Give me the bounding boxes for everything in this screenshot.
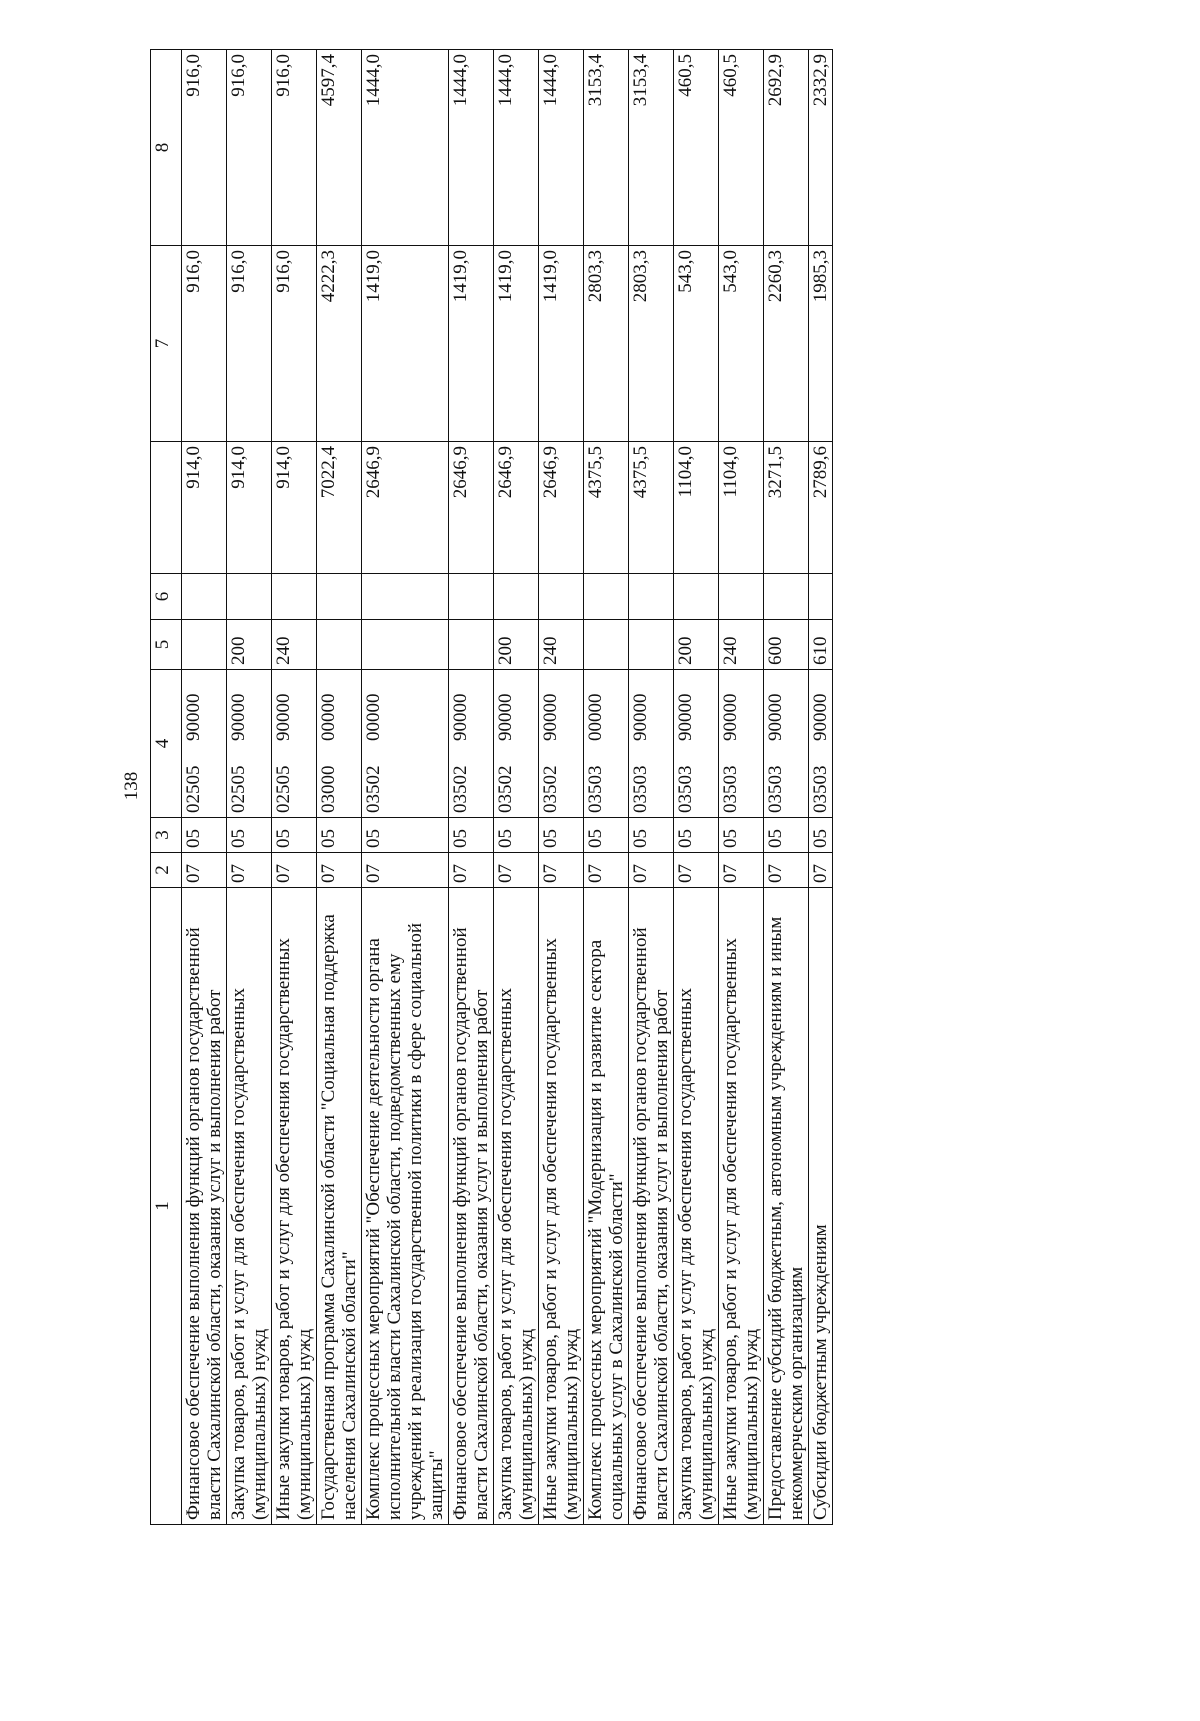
row-amount-current: 4375,5 bbox=[629, 442, 674, 574]
row-amount-col-8: 916,0 bbox=[182, 50, 227, 246]
header-col-4: 4 bbox=[151, 670, 182, 818]
row-target-article bbox=[764, 670, 809, 818]
row-amount-col-7: 543,0 bbox=[719, 246, 764, 442]
target-article-part-2: 90000 bbox=[810, 693, 831, 741]
row-col-6 bbox=[449, 574, 494, 620]
row-target-article bbox=[362, 670, 449, 818]
rotated-table-wrapper bbox=[150, 50, 1090, 1525]
row-col-6 bbox=[764, 574, 809, 620]
row-amount-col-8: 3153,4 bbox=[629, 50, 674, 246]
row-amount-current: 7022,4 bbox=[317, 442, 362, 574]
table-row bbox=[272, 50, 317, 1525]
row-target-article bbox=[317, 670, 362, 818]
row-name: Закупка товаров, работ и услуг для обеспечения государственных (муниципальных) нужд bbox=[227, 888, 272, 1525]
row-amount-col-7: 1419,0 bbox=[494, 246, 539, 442]
row-name: Комплекс процессных мероприятий "Модернизация и развитие сектора социальных услуг в Сахалинской области" bbox=[584, 888, 629, 1525]
header-col-1: 1 bbox=[151, 888, 182, 1525]
row-amount-col-7: 916,0 bbox=[182, 246, 227, 442]
row-expense-type: 200 bbox=[674, 620, 719, 670]
row-name: Государственная программа Сахалинской области "Социальная поддержка населения Сахалинской области" bbox=[317, 888, 362, 1525]
target-article-part-2: 00000 bbox=[363, 693, 384, 741]
row-name: Субсидии бюджетным учреждениям bbox=[809, 888, 833, 1525]
target-article-part-1: 03000 bbox=[318, 765, 339, 813]
target-article-part-2: 90000 bbox=[228, 693, 249, 741]
target-article-part-2: 90000 bbox=[675, 693, 696, 741]
row-name: Финансовое обеспечение выполнения функций органов государственной власти Сахалинской области, оказания услуг и выполнения работ bbox=[182, 888, 227, 1525]
target-article-part-2: 90000 bbox=[720, 693, 741, 741]
row-expense-type: 240 bbox=[719, 620, 764, 670]
target-article-part-1: 03503 bbox=[765, 765, 786, 813]
row-subsection: 05 bbox=[539, 818, 584, 853]
row-subsection: 05 bbox=[764, 818, 809, 853]
header-col-3: 3 bbox=[151, 818, 182, 853]
row-col-6 bbox=[674, 574, 719, 620]
row-target-article bbox=[674, 670, 719, 818]
row-amount-col-7: 1985,3 bbox=[809, 246, 833, 442]
header-col-6b bbox=[151, 442, 182, 574]
target-article-part-2: 90000 bbox=[273, 693, 294, 741]
row-amount-col-7: 2803,3 bbox=[584, 246, 629, 442]
row-subsection: 05 bbox=[182, 818, 227, 853]
row-subsection: 05 bbox=[227, 818, 272, 853]
row-col-6 bbox=[182, 574, 227, 620]
target-article-part-2: 90000 bbox=[540, 693, 561, 741]
table-row bbox=[362, 50, 449, 1525]
row-section: 07 bbox=[719, 853, 764, 888]
table-row bbox=[629, 50, 674, 1525]
target-article-part-1: 03503 bbox=[630, 765, 651, 813]
row-amount-col-8: 2332,9 bbox=[809, 50, 833, 246]
row-col-6 bbox=[272, 574, 317, 620]
row-amount-current: 2646,9 bbox=[449, 442, 494, 574]
row-amount-col-8: 1444,0 bbox=[539, 50, 584, 246]
row-amount-col-7: 1419,0 bbox=[539, 246, 584, 442]
row-expense-type bbox=[182, 620, 227, 670]
target-article-part-1: 03502 bbox=[450, 765, 471, 813]
row-section: 07 bbox=[182, 853, 227, 888]
row-name: Иные закупки товаров, работ и услуг для обеспечения государственных (муниципальных) нужд bbox=[719, 888, 764, 1525]
budget-table bbox=[150, 49, 833, 1525]
table-row bbox=[719, 50, 764, 1525]
row-col-6 bbox=[539, 574, 584, 620]
row-amount-current: 2646,9 bbox=[494, 442, 539, 574]
header-col-7: 7 bbox=[151, 246, 182, 442]
row-amount-current: 4375,5 bbox=[584, 442, 629, 574]
row-name: Финансовое обеспечение выполнения функций органов государственной власти Сахалинской области, оказания услуг и выполнения работ bbox=[449, 888, 494, 1525]
row-amount-col-7: 543,0 bbox=[674, 246, 719, 442]
row-subsection: 05 bbox=[449, 818, 494, 853]
row-target-article bbox=[272, 670, 317, 818]
row-target-article bbox=[494, 670, 539, 818]
row-amount-current: 2646,9 bbox=[539, 442, 584, 574]
row-col-6 bbox=[629, 574, 674, 620]
row-subsection: 05 bbox=[629, 818, 674, 853]
row-section: 07 bbox=[362, 853, 449, 888]
target-article-part-2: 90000 bbox=[450, 693, 471, 741]
row-target-article bbox=[629, 670, 674, 818]
row-amount-col-8: 916,0 bbox=[272, 50, 317, 246]
row-col-6 bbox=[317, 574, 362, 620]
row-subsection: 05 bbox=[362, 818, 449, 853]
row-section: 07 bbox=[449, 853, 494, 888]
table-row bbox=[584, 50, 629, 1525]
row-amount-current: 2789,6 bbox=[809, 442, 833, 574]
target-article-part-2: 90000 bbox=[765, 693, 786, 741]
table-body bbox=[182, 50, 833, 1525]
row-target-article bbox=[449, 670, 494, 818]
target-article-part-2: 90000 bbox=[630, 693, 651, 741]
row-amount-col-8: 1444,0 bbox=[362, 50, 449, 246]
row-name: Финансовое обеспечение выполнения функций органов государственной власти Сахалинской области, оказания услуг и выполнения работ bbox=[629, 888, 674, 1525]
row-target-article bbox=[719, 670, 764, 818]
row-target-article bbox=[539, 670, 584, 818]
row-target-article bbox=[182, 670, 227, 818]
row-name: Закупка товаров, работ и услуг для обеспечения государственных (муниципальных) нужд bbox=[494, 888, 539, 1525]
row-amount-col-8: 2692,9 bbox=[764, 50, 809, 246]
row-expense-type bbox=[362, 620, 449, 670]
target-article-part-2: 00000 bbox=[318, 693, 339, 741]
header-row bbox=[151, 50, 182, 1525]
row-amount-col-7: 916,0 bbox=[272, 246, 317, 442]
table-row bbox=[182, 50, 227, 1525]
row-subsection: 05 bbox=[809, 818, 833, 853]
header-col-8: 8 bbox=[151, 50, 182, 246]
table-row bbox=[764, 50, 809, 1525]
table-row bbox=[449, 50, 494, 1525]
row-col-6 bbox=[809, 574, 833, 620]
table-row bbox=[317, 50, 362, 1525]
row-target-article bbox=[584, 670, 629, 818]
target-article-part-1: 03503 bbox=[810, 765, 831, 813]
row-col-6 bbox=[362, 574, 449, 620]
row-section: 07 bbox=[809, 853, 833, 888]
target-article-part-1: 03502 bbox=[363, 765, 384, 813]
row-section: 07 bbox=[539, 853, 584, 888]
row-amount-col-7: 1419,0 bbox=[362, 246, 449, 442]
target-article-part-1: 03503 bbox=[675, 765, 696, 813]
table-row bbox=[539, 50, 584, 1525]
row-col-6 bbox=[227, 574, 272, 620]
target-article-part-1: 03503 bbox=[585, 765, 606, 813]
table-row bbox=[494, 50, 539, 1525]
target-article-part-1: 02505 bbox=[183, 765, 204, 813]
table-row bbox=[227, 50, 272, 1525]
row-amount-col-7: 916,0 bbox=[227, 246, 272, 442]
row-amount-col-8: 3153,4 bbox=[584, 50, 629, 246]
target-article-part-1: 03502 bbox=[495, 765, 516, 813]
row-expense-type: 610 bbox=[809, 620, 833, 670]
row-amount-current: 1104,0 bbox=[674, 442, 719, 574]
row-amount-col-8: 1444,0 bbox=[449, 50, 494, 246]
row-expense-type: 200 bbox=[494, 620, 539, 670]
row-amount-col-7: 2803,3 bbox=[629, 246, 674, 442]
row-expense-type bbox=[317, 620, 362, 670]
row-subsection: 05 bbox=[317, 818, 362, 853]
row-section: 07 bbox=[764, 853, 809, 888]
row-amount-col-8: 916,0 bbox=[227, 50, 272, 246]
target-article-part-1: 03502 bbox=[540, 765, 561, 813]
target-article-part-2: 00000 bbox=[585, 693, 606, 741]
target-article-part-1: 02505 bbox=[228, 765, 249, 813]
row-amount-current: 914,0 bbox=[227, 442, 272, 574]
row-expense-type: 240 bbox=[539, 620, 584, 670]
row-section: 07 bbox=[272, 853, 317, 888]
row-col-6 bbox=[494, 574, 539, 620]
row-subsection: 05 bbox=[584, 818, 629, 853]
row-expense-type: 600 bbox=[764, 620, 809, 670]
row-name: Комплекс процессных мероприятий "Обеспечение деятельности органа исполнительной власти Сахалинской области, подведомственных ему учреждений и реализация государственной политики в сфере социальной защиты" bbox=[362, 888, 449, 1525]
row-expense-type: 240 bbox=[272, 620, 317, 670]
row-amount-current: 3271,5 bbox=[764, 442, 809, 574]
row-section: 07 bbox=[629, 853, 674, 888]
page-number: 138 bbox=[121, 771, 142, 801]
row-subsection: 05 bbox=[719, 818, 764, 853]
header-col-2: 2 bbox=[151, 853, 182, 888]
row-amount-current: 1104,0 bbox=[719, 442, 764, 574]
row-amount-current: 914,0 bbox=[182, 442, 227, 574]
row-amount-col-7: 2260,3 bbox=[764, 246, 809, 442]
header-col-5: 5 bbox=[151, 620, 182, 670]
target-article-part-2: 90000 bbox=[495, 693, 516, 741]
row-amount-current: 2646,9 bbox=[362, 442, 449, 574]
row-subsection: 05 bbox=[494, 818, 539, 853]
row-name: Иные закупки товаров, работ и услуг для обеспечения государственных (муниципальных) нужд bbox=[539, 888, 584, 1525]
row-amount-col-8: 4597,4 bbox=[317, 50, 362, 246]
row-amount-col-7: 4222,3 bbox=[317, 246, 362, 442]
row-expense-type bbox=[449, 620, 494, 670]
row-amount-col-8: 460,5 bbox=[719, 50, 764, 246]
row-target-article bbox=[227, 670, 272, 818]
target-article-part-2: 90000 bbox=[183, 693, 204, 741]
header-col-6: 6 bbox=[151, 574, 182, 620]
row-subsection: 05 bbox=[674, 818, 719, 853]
row-section: 07 bbox=[227, 853, 272, 888]
row-amount-current: 914,0 bbox=[272, 442, 317, 574]
row-col-6 bbox=[719, 574, 764, 620]
row-amount-col-8: 1444,0 bbox=[494, 50, 539, 246]
row-section: 07 bbox=[584, 853, 629, 888]
row-name: Иные закупки товаров, работ и услуг для обеспечения государственных (муниципальных) нужд bbox=[272, 888, 317, 1525]
row-amount-col-8: 460,5 bbox=[674, 50, 719, 246]
row-name: Предоставление субсидий бюджетным, автономным учреждениям и иным некоммерческим организациям bbox=[764, 888, 809, 1525]
table-row bbox=[674, 50, 719, 1525]
row-target-article bbox=[809, 670, 833, 818]
target-article-part-1: 02505 bbox=[273, 765, 294, 813]
target-article-part-1: 03503 bbox=[720, 765, 741, 813]
row-expense-type: 200 bbox=[227, 620, 272, 670]
row-section: 07 bbox=[674, 853, 719, 888]
row-name: Закупка товаров, работ и услуг для обеспечения государственных (муниципальных) нужд bbox=[674, 888, 719, 1525]
row-expense-type bbox=[584, 620, 629, 670]
row-section: 07 bbox=[494, 853, 539, 888]
row-subsection: 05 bbox=[272, 818, 317, 853]
row-expense-type bbox=[629, 620, 674, 670]
row-amount-col-7: 1419,0 bbox=[449, 246, 494, 442]
row-section: 07 bbox=[317, 853, 362, 888]
table-row bbox=[809, 50, 833, 1525]
row-col-6 bbox=[584, 574, 629, 620]
